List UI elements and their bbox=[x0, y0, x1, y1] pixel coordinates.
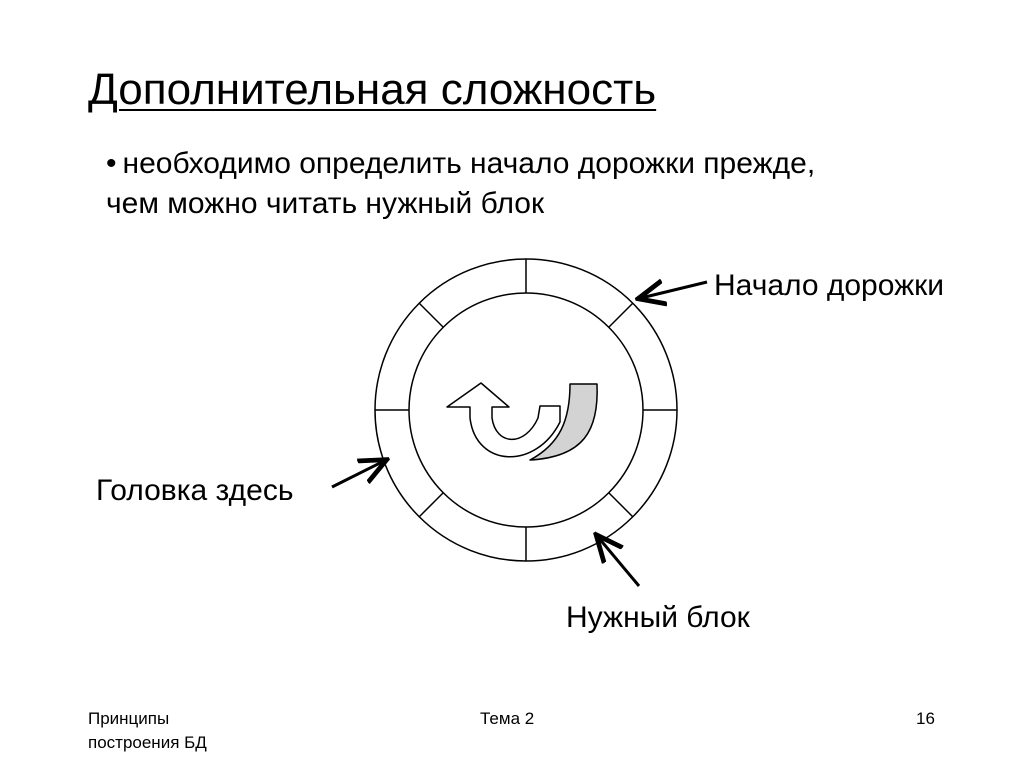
label-head-here: Головка здесь bbox=[96, 474, 294, 507]
bullet-text: необходимо определить начало дорожки прежде, чем можно читать нужный блок bbox=[106, 147, 816, 220]
disk-inner-ring bbox=[409, 293, 643, 527]
sector-divider bbox=[609, 303, 633, 327]
sector-divider bbox=[609, 493, 633, 517]
label-needed-block: Нужный блок bbox=[566, 601, 750, 634]
footer-left-line1: Принципы bbox=[88, 709, 170, 728]
bullet-dot: • bbox=[106, 147, 117, 180]
arrow-needed-block bbox=[598, 537, 639, 586]
footer-topic: Тема 2 bbox=[480, 709, 535, 728]
label-track-start: Начало дорожки bbox=[714, 269, 945, 302]
slide-title: Дополнительная сложность bbox=[88, 65, 657, 114]
arrow-head-here bbox=[332, 461, 384, 487]
sector-divider bbox=[419, 303, 443, 327]
arrow-track-start bbox=[641, 282, 707, 298]
sector-divider bbox=[419, 493, 443, 517]
footer-left-line2: построения БД bbox=[88, 733, 207, 752]
footer-page-number: 16 bbox=[916, 709, 935, 728]
rotation-arrow-icon bbox=[447, 383, 597, 460]
footer-course-title bbox=[88, 707, 288, 755]
